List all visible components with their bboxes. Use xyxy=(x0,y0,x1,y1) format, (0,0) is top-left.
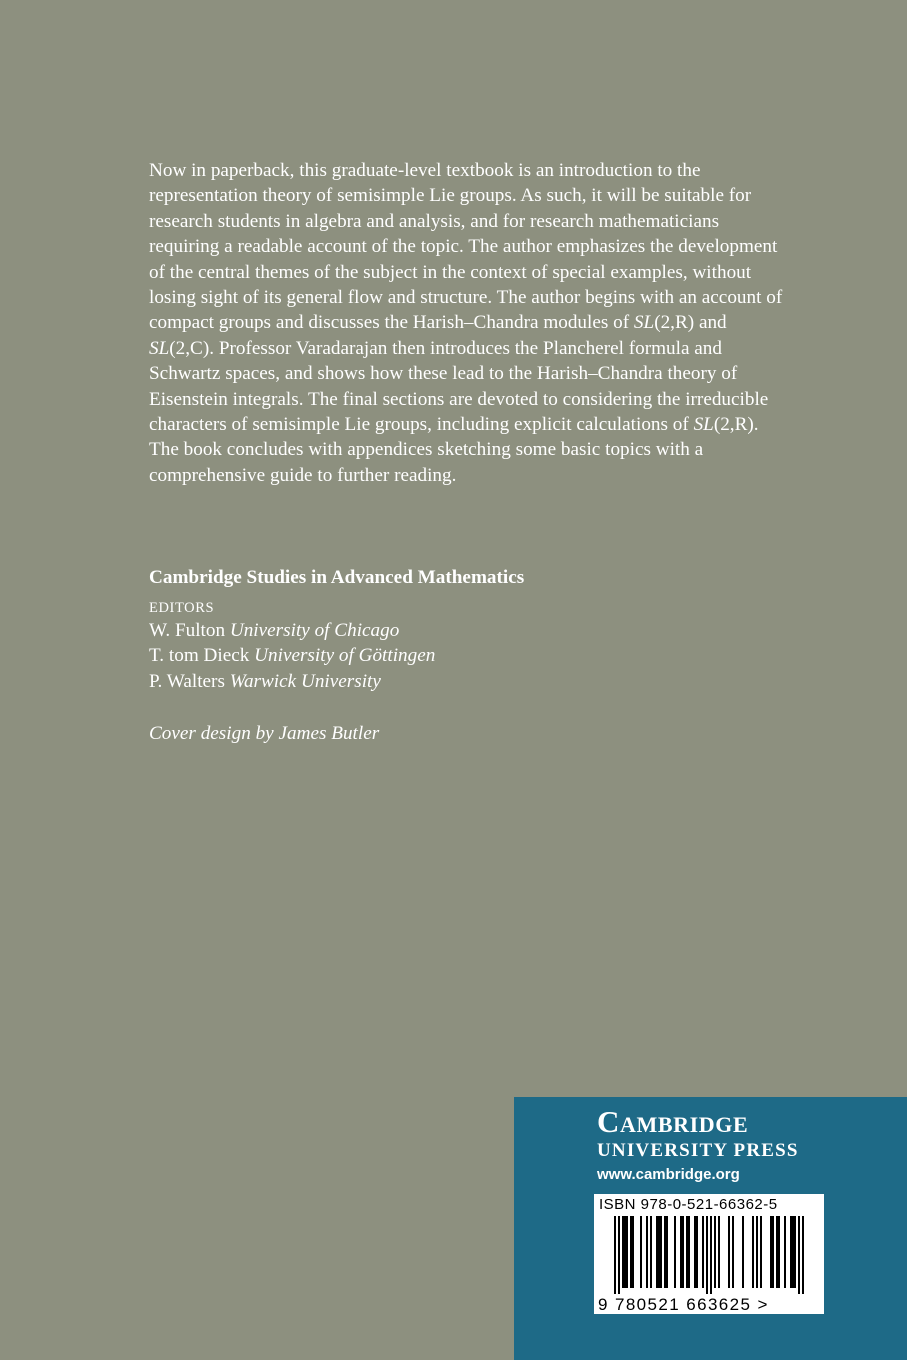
barcode xyxy=(594,1194,824,1314)
barcode-bar xyxy=(742,1216,744,1288)
editor-affiliation: University of Chicago xyxy=(229,620,400,641)
back-cover-blurb xyxy=(149,158,789,488)
barcode-bar xyxy=(658,1216,660,1288)
barcode-bar xyxy=(798,1216,800,1294)
barcode-bar xyxy=(626,1216,628,1288)
barcode-bar xyxy=(728,1216,730,1288)
barcode-bar xyxy=(680,1216,682,1288)
barcode-bar xyxy=(682,1216,684,1288)
barcode-bar xyxy=(756,1216,758,1288)
series-title: Cambridge Studies in Advanced Mathematics xyxy=(149,567,525,588)
barcode-bar xyxy=(710,1216,712,1294)
barcode-bar xyxy=(614,1216,616,1294)
barcode-bar xyxy=(706,1216,708,1294)
publisher-name: Cambridge xyxy=(597,1104,749,1139)
barcode-bar xyxy=(646,1216,648,1288)
editor-name: T. tom Dieck xyxy=(149,645,250,667)
barcode-bar xyxy=(784,1216,786,1288)
barcode-bar xyxy=(718,1216,720,1288)
blurb-paragraph xyxy=(149,158,789,488)
barcode-bar xyxy=(772,1216,774,1288)
barcode-bar xyxy=(674,1216,676,1288)
editors-block xyxy=(149,598,435,694)
editor-name: P. Walters xyxy=(149,670,225,692)
editor-row xyxy=(149,643,435,668)
publisher-url: www.cambridge.org xyxy=(597,1166,740,1183)
editor-affiliation: University of Göttingen xyxy=(254,645,436,667)
blurb-italic-text: SL xyxy=(149,337,170,359)
barcode-bar xyxy=(792,1216,794,1288)
blurb-text: (2,R). The book concludes with appendices sketching some basic topics with a comprehensive guide to further reading. xyxy=(149,414,759,486)
barcode-bar xyxy=(696,1216,698,1288)
barcode-bar xyxy=(656,1216,658,1288)
barcode-bar xyxy=(794,1216,796,1288)
publisher-panel xyxy=(514,1097,907,1360)
barcode-bar xyxy=(686,1216,688,1288)
blurb-text: (2,R) and xyxy=(654,312,727,334)
barcode-bar xyxy=(694,1216,696,1288)
barcode-bar xyxy=(666,1216,668,1288)
blurb-italic-text: SL xyxy=(633,312,655,334)
barcode-bar xyxy=(732,1216,734,1288)
barcode-bar xyxy=(618,1216,620,1294)
editor-row xyxy=(149,618,435,643)
barcode-bar xyxy=(802,1216,804,1294)
barcode-bar xyxy=(702,1216,704,1288)
barcode-bar xyxy=(632,1216,634,1288)
barcode-bar xyxy=(776,1216,778,1288)
barcode-bar xyxy=(790,1216,792,1288)
editor-affiliation: Warwick University xyxy=(229,670,381,692)
barcode-bar xyxy=(650,1216,652,1288)
barcode-bar xyxy=(624,1216,626,1288)
barcode-bar xyxy=(630,1216,632,1288)
barcode-bar xyxy=(760,1216,762,1288)
editors-label: EDITORS xyxy=(149,600,215,616)
isbn-label: ISBN 978-0-521-66362-5 xyxy=(599,1196,778,1213)
barcode-digits: 9 780521 663625 > xyxy=(598,1295,769,1314)
barcode-bar xyxy=(770,1216,772,1288)
editor-row xyxy=(149,669,435,694)
editor-name: W. Fulton xyxy=(149,620,226,641)
barcode-bar xyxy=(752,1216,754,1288)
barcode-bar xyxy=(640,1216,642,1288)
blurb-italic-text: SL xyxy=(693,414,714,436)
barcode-bar xyxy=(688,1216,690,1288)
barcode-bar xyxy=(778,1216,780,1288)
blurb-text: (2,C). Professor Varadarajan then introduces the Plancherel formula and Schwartz spaces, and shows how these lead to the Harish–Chandra theory of Eisenstein integrals. The final sections are devoted to considering the irreducible characters of semisimple Lie groups, including explicit calculations of xyxy=(149,337,769,436)
barcode-bar xyxy=(714,1216,716,1288)
barcode-bar xyxy=(622,1216,624,1288)
blurb-text: Now in paperback, this graduate-level textbook is an introduction to the representation theory of semisimple Lie groups. As such, it will be suitable for research students in algebra and analysis, and for research mathematicians requiring a readable account of the topic. The author emphasizes the development of the central themes of the subject in the context of special examples, without losing sight of its general flow and structure. The author begins with an account of compact groups and discusses the Harish–Chandra modules of xyxy=(149,160,783,334)
barcode-bar xyxy=(664,1216,666,1288)
publisher-subtitle: UNIVERSITY PRESS xyxy=(597,1140,799,1161)
barcode-bar xyxy=(660,1216,662,1288)
cover-credit: Cover design by James Butler xyxy=(149,723,380,744)
